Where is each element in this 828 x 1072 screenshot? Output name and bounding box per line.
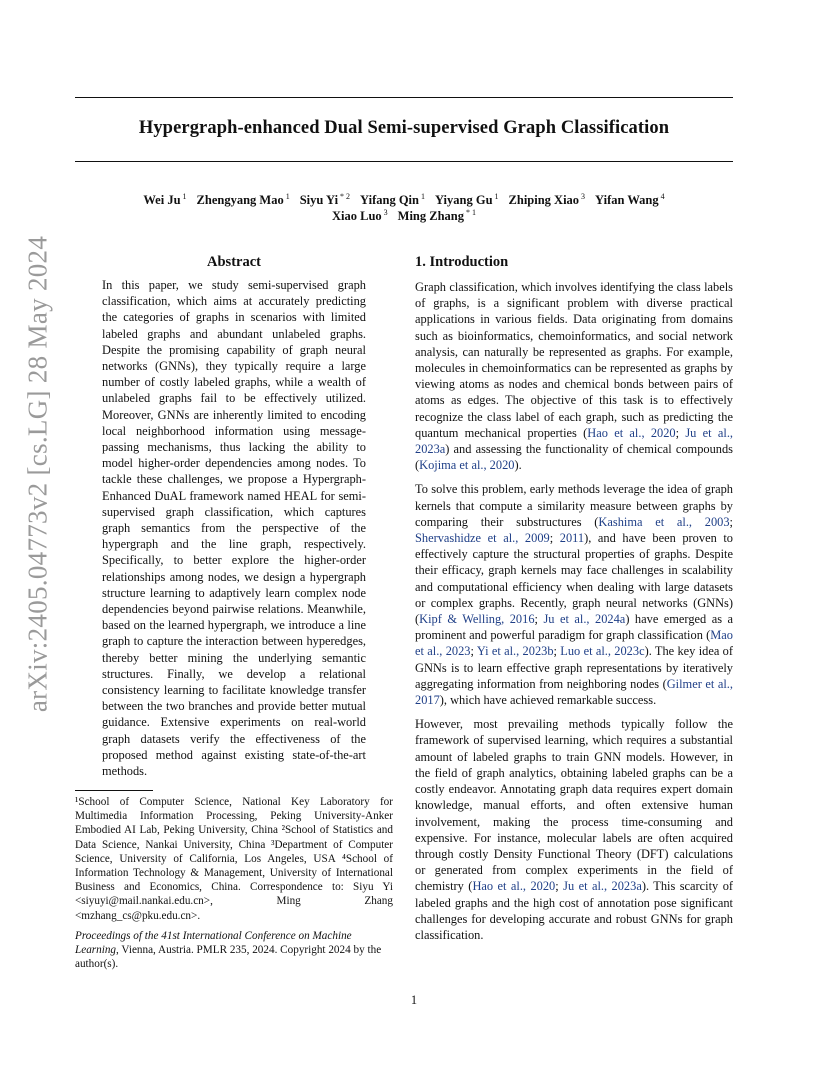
paragraph-text: ) and assessing the functionality of chemical compounds ( [415, 442, 733, 473]
paragraph-text: ; [470, 644, 477, 659]
abstract-section [102, 254, 366, 779]
author-name-text: Yifang Qin [360, 193, 419, 208]
abstract-text: In this paper, we study semi-supervised graph classification, which aims at accurately predicting the categories of graphs in scenarios with limited labeled graphs and abundant unlabeled graphs. Despite the promising capability of graph neural networks (GNNs), they typically require a large number of costly labeled graphs, while a wealth of unlabeled graphs fail to be effectively utilized. Moreover, GNNs are inherently limited to encoding local neighborhood information using message-passing mechanisms, thus lacking the ability to model higher-order dependencies among nodes. To tackle these challenges, we propose a Hypergraph-Enhanced DuAL framework named HEAL for semi-supervised graph classification, which captures graph semantics from the perspective of the hypergraph and the line graph, respectively. Specifically, to better explore the higher-order relationships among nodes, we design a hypergraph structure learning to adaptively learn complex node dependencies beyond pairwise relations. Meanwhile, based on the learned hypergraph, we introduce a line graph to capture the interaction between hyperedges, thereby better mining the underlying semantic structures. Finally, we develop a relational consistency learning to facilitate knowledge transfer between the two branches and provide better mutual guidance. Extensive experiments on real-world graph datasets verify the effectiveness of the proposed method against existing state-of-the-art methods. [102, 278, 366, 779]
footnote-rule [75, 790, 153, 791]
author-affiliation-marker: 3 [581, 192, 586, 201]
abstract-heading: Abstract [207, 254, 261, 270]
author-name [398, 208, 476, 224]
citation-link[interactable]: Shervashidze et al., 2009 [415, 531, 550, 546]
paragraph-text: ; [549, 531, 560, 546]
paper-title: Hypergraph-enhanced Dual Semi-supervised Graph Classification [138, 118, 670, 138]
author-name [300, 192, 350, 208]
paragraph-text: ). This scarcity of labeled graphs and the high cost of annotation pose significant challenges for developing accurate and robust GNNs for graph classification. [415, 879, 734, 942]
author-list-line-2 [75, 208, 733, 224]
citation-link[interactable]: Kipf & Welling, 2016 [419, 612, 535, 627]
paragraph-text: ; [553, 644, 561, 659]
author-name [595, 192, 665, 208]
paragraph-text: ; [534, 612, 544, 627]
author-affiliation-marker: 4 [660, 192, 665, 201]
author-affiliation-marker: 1 [285, 192, 290, 201]
proceedings-details: , Vienna, Austria. PMLR 235, 2024. Copyright 2024 by the author(s). [75, 944, 382, 971]
citation-link[interactable]: Ju et al., 2024a [543, 612, 626, 627]
title-bottom-rule [75, 161, 733, 162]
page-number: 1 [410, 993, 418, 1007]
author-name [509, 192, 586, 208]
paragraph-text: Graph classification, which involves identifying the class labels of graphs, is a significant problem with diverse practical applications in various fields. Data originating from domains such as bioinformatics, chemoinformatics, and social network analysis, can naturally be represented as graphs. For example, molecules in chemoinformatics can be represented as graphs by viewing atoms as nodes and chemical bonds between pairs of atoms as edges. The objective of this task is to effectively recognize the class label of each graph, such as predicting the quantum mechanical properties ( [415, 280, 733, 440]
author-name-text: Yifan Wang [595, 193, 659, 208]
paragraph-text: However, most prevailing methods typically follow the framework of supervised learning, which requires a substantial amount of labeled graphs to train GNN models. However, in the field of graph analytics, obtaining labeled graphs can be a costly endeavor. Annotating graph data requires expert domain knowledge, manual efforts, and often extensive human involvement, making the process time-consuming and expensive. For instance, molecular labels are often acquired through costly Density Functional Theory (DFT) calculations or generated from complex experiments in the field of chemistry ( [415, 717, 733, 894]
paragraph-text: ) have emerged as a prominent and powerful paradigm for graph classification ( [415, 612, 734, 643]
title-top-rule [75, 97, 733, 98]
citation-link[interactable]: Kashima et al., 2003 [598, 514, 730, 529]
author-affiliation-marker: 1 [494, 192, 499, 201]
affiliations-footnote: ¹School of Computer Science, National Key Laboratory for Multimedia Information Processing, Peking University-Anker Embodied AI Lab, Peking University, China ²School of Statistics and Data Science, Nankai University, China ³Department of Computer Science, University of California, Los Angeles, USA ⁴School of Information Technology & Management, University of International Business and Economics, China. Correspondence to: Siyu Yi <siyuyi@mail.nankai.edu.cn>, Ming Zhang <mzhang_cs@pku.edu.cn>. [75, 796, 393, 922]
citation-link[interactable]: Kojima et al., 2020 [419, 458, 515, 473]
author-list-line-1 [75, 192, 733, 208]
citation-link[interactable]: Luo et al., 2023c [560, 644, 645, 659]
author-name [332, 208, 388, 224]
intro-paragraph-1 [415, 279, 733, 473]
citation-link[interactable]: Mao et al., 2023 [415, 628, 733, 659]
paragraph-text: ; [729, 514, 733, 529]
citation-link[interactable]: 2011 [559, 531, 585, 546]
citation-link[interactable]: Hao et al., 2020 [472, 879, 556, 894]
author-name-text: Xiao Luo [331, 209, 382, 224]
author-name [435, 192, 499, 208]
author-affiliation-marker: 3 [383, 208, 388, 217]
intro-paragraph-3 [415, 716, 733, 943]
introduction-section [415, 254, 733, 951]
author-affiliation-marker: * 1 [466, 208, 476, 217]
introduction-heading: 1. Introduction [415, 254, 509, 270]
citation-link[interactable]: Gilmer et al., 2017 [415, 676, 733, 708]
paragraph-text: ), which have achieved remarkable success. [439, 693, 657, 708]
author-affiliation-marker: 1 [420, 192, 425, 201]
proceedings-venue: Proceedings of the 41st International Conference on Machine Learning [75, 930, 352, 957]
author-affiliation-marker: * 2 [340, 192, 351, 201]
author-name-text: Wei Ju [143, 193, 181, 208]
citation-link[interactable]: Yi et al., 2023b [476, 644, 554, 659]
author-affiliation-marker: 1 [182, 192, 187, 201]
arxiv-id-text: arXiv:2405.04773v2 [cs.LG] 28 May 2024 [22, 235, 53, 713]
proceedings-note [75, 929, 393, 972]
author-name-text: Siyu Yi [299, 193, 339, 208]
paragraph-text: To solve this problem, early methods leverage the idea of graph kernels that compute a similarity measure between graphs by comparing their substructures ( [415, 482, 733, 529]
intro-paragraph-2 [415, 481, 733, 708]
paragraph-text: ). The key idea of GNNs is to learn effective graph representations by iteratively aggregating information from neighboring nodes ( [415, 644, 733, 691]
paragraph-text: ), and have been proven to effectively capture the structural properties of graphs. Despite their efficacy, graph kernels may face challenges in scalability and computational efficiency when dealing with large datasets or complex graphs. Recently, graph neural networks (GNNs) ( [415, 531, 734, 627]
citation-link[interactable]: Hao et al., 2020 [587, 425, 676, 440]
author-name-text: Yiyang Gu [434, 193, 493, 208]
author-name-text: Zhengyang Mao [196, 193, 284, 208]
citation-link[interactable]: Ju et al., 2023a [563, 879, 642, 894]
author-name [360, 192, 425, 208]
author-name-text: Ming Zhang [397, 209, 464, 224]
author-name [197, 192, 290, 208]
author-name [143, 192, 186, 208]
paragraph-text: ). [514, 458, 522, 473]
author-name-text: Zhiping Xiao [508, 193, 580, 208]
citation-link[interactable]: Ju et al., 2023a [415, 425, 734, 457]
paragraph-text: ; [555, 879, 564, 894]
paragraph-text: ; [675, 425, 686, 440]
